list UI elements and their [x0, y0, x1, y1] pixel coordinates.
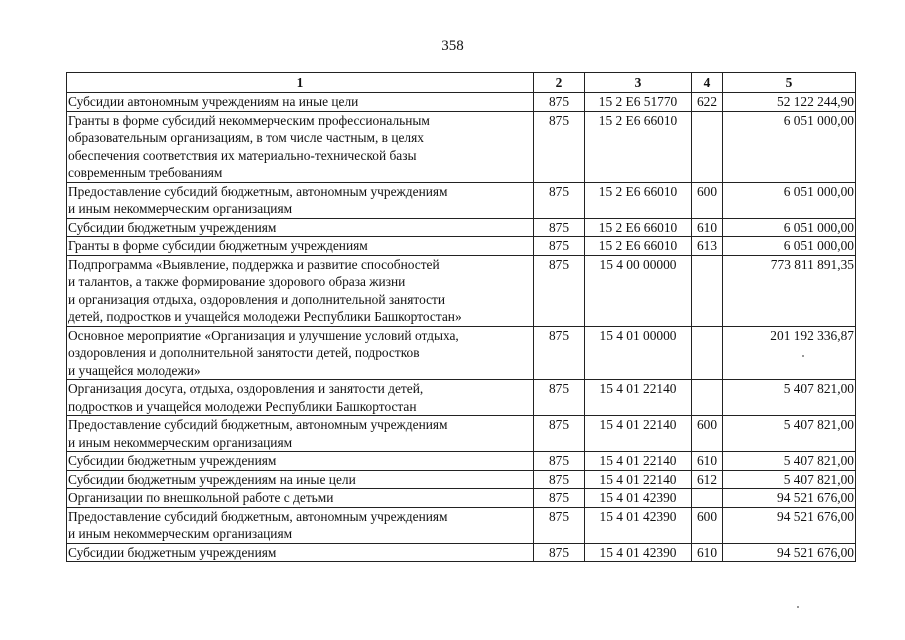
- table-row: [67, 326, 856, 380]
- table-row: [67, 218, 856, 237]
- row-target-article: 15 2 E6 51770: [585, 93, 692, 112]
- row-name: Предоставление субсидий бюджетным, автономным учреждениям и иным некоммерческим организациям: [67, 507, 534, 543]
- row-amount: 6 051 000,00: [723, 237, 856, 256]
- row-target-article: 15 4 00 00000: [585, 255, 692, 326]
- table-header-row: [67, 73, 856, 93]
- row-ved-code: 875: [534, 489, 585, 508]
- row-ved-code: 875: [534, 543, 585, 562]
- row-name: Гранты в форме субсидии бюджетным учреждениям: [67, 237, 534, 256]
- table-row: [67, 237, 856, 256]
- row-target-article: 15 4 01 22140: [585, 380, 692, 416]
- row-target-article: 15 4 01 00000: [585, 326, 692, 380]
- row-name: Субсидии бюджетным учреждениям: [67, 543, 534, 562]
- table-row: [67, 416, 856, 452]
- row-target-article: 15 4 01 22140: [585, 470, 692, 489]
- table-body: [67, 93, 856, 562]
- table-row: [67, 380, 856, 416]
- row-name: Основное мероприятие «Организация и улучшение условий отдыха, оздоровления и дополнительной занятости детей, подростков и учащейся молодежи»: [67, 326, 534, 380]
- row-ved-code: 875: [534, 380, 585, 416]
- row-ved-code: 875: [534, 452, 585, 471]
- row-amount: 6 051 000,00: [723, 111, 856, 182]
- row-ved-code: 875: [534, 470, 585, 489]
- table-row: [67, 507, 856, 543]
- row-amount: 94 521 676,00: [723, 507, 856, 543]
- row-amount: 5 407 821,00: [723, 416, 856, 452]
- row-target-article: 15 4 01 42390: [585, 489, 692, 508]
- row-target-article: 15 4 01 42390: [585, 543, 692, 562]
- table-row: [67, 470, 856, 489]
- row-amount: 5 407 821,00: [723, 470, 856, 489]
- row-expense-type: 600: [692, 507, 723, 543]
- row-amount: 5 407 821,00: [723, 452, 856, 471]
- table-row: [67, 255, 856, 326]
- row-target-article: 15 4 01 22140: [585, 452, 692, 471]
- row-expense-type: 610: [692, 543, 723, 562]
- row-target-article: 15 2 E6 66010: [585, 218, 692, 237]
- header-col-1: 1: [67, 73, 534, 93]
- row-amount: 94 521 676,00: [723, 543, 856, 562]
- header-col-5: 5: [723, 73, 856, 93]
- row-expense-type: [692, 326, 723, 380]
- row-amount: 201 192 336,87: [723, 326, 856, 380]
- table-row: [67, 111, 856, 182]
- row-ved-code: 875: [534, 93, 585, 112]
- row-ved-code: 875: [534, 255, 585, 326]
- row-name: Предоставление субсидий бюджетным, автономным учреждениям и иным некоммерческим организациям: [67, 416, 534, 452]
- row-ved-code: 875: [534, 326, 585, 380]
- row-expense-type: 610: [692, 452, 723, 471]
- table-row: [67, 543, 856, 562]
- table-row: [67, 182, 856, 218]
- row-expense-type: 600: [692, 416, 723, 452]
- row-name: Субсидии бюджетным учреждениям: [67, 218, 534, 237]
- scan-speck: [802, 355, 804, 357]
- row-amount: 52 122 244,90: [723, 93, 856, 112]
- row-ved-code: 875: [534, 416, 585, 452]
- row-expense-type: 610: [692, 218, 723, 237]
- row-target-article: 15 4 01 22140: [585, 416, 692, 452]
- row-name: Подпрограмма «Выявление, поддержка и развитие способностей и талантов, а также формирование здорового образа жизни и организация отдыха, оздоровления и дополнительной занятости детей, подростков и учащейся молодежи Республики Башкортостан»: [67, 255, 534, 326]
- row-name: Субсидии автономным учреждениям на иные цели: [67, 93, 534, 112]
- row-target-article: 15 2 E6 66010: [585, 237, 692, 256]
- row-amount: 6 051 000,00: [723, 218, 856, 237]
- row-ved-code: 875: [534, 111, 585, 182]
- row-name: Предоставление субсидий бюджетным, автономным учреждениям и иным некоммерческим организациям: [67, 182, 534, 218]
- table-row: [67, 452, 856, 471]
- row-ved-code: 875: [534, 237, 585, 256]
- row-expense-type: [692, 489, 723, 508]
- row-target-article: 15 2 E6 66010: [585, 182, 692, 218]
- table-row: [67, 489, 856, 508]
- row-target-article: 15 2 E6 66010: [585, 111, 692, 182]
- row-amount: 94 521 676,00: [723, 489, 856, 508]
- row-ved-code: 875: [534, 507, 585, 543]
- row-expense-type: [692, 111, 723, 182]
- row-amount: 5 407 821,00: [723, 380, 856, 416]
- row-expense-type: 622: [692, 93, 723, 112]
- scan-speck: [797, 606, 799, 608]
- header-col-4: 4: [692, 73, 723, 93]
- table-row: [67, 93, 856, 112]
- row-expense-type: 600: [692, 182, 723, 218]
- row-expense-type: [692, 255, 723, 326]
- row-expense-type: 612: [692, 470, 723, 489]
- header-col-3: 3: [585, 73, 692, 93]
- header-col-2: 2: [534, 73, 585, 93]
- row-ved-code: 875: [534, 218, 585, 237]
- row-amount: 773 811 891,35: [723, 255, 856, 326]
- row-name: Субсидии бюджетным учреждениям на иные цели: [67, 470, 534, 489]
- row-expense-type: 613: [692, 237, 723, 256]
- row-amount: 6 051 000,00: [723, 182, 856, 218]
- budget-table: [66, 72, 856, 562]
- page-number: 358: [441, 38, 464, 54]
- row-name: Организация досуга, отдыха, оздоровления и занятости детей, подростков и учащейся молодежи Республики Башкортостан: [67, 380, 534, 416]
- row-name: Гранты в форме субсидий некоммерческим профессиональным образовательным организациям, в том числе частным, в целях обеспечения соответствия их материально-технической базы современным требованиям: [67, 111, 534, 182]
- row-name: Субсидии бюджетным учреждениям: [67, 452, 534, 471]
- row-target-article: 15 4 01 42390: [585, 507, 692, 543]
- row-expense-type: [692, 380, 723, 416]
- row-name: Организации по внешкольной работе с детьми: [67, 489, 534, 508]
- row-ved-code: 875: [534, 182, 585, 218]
